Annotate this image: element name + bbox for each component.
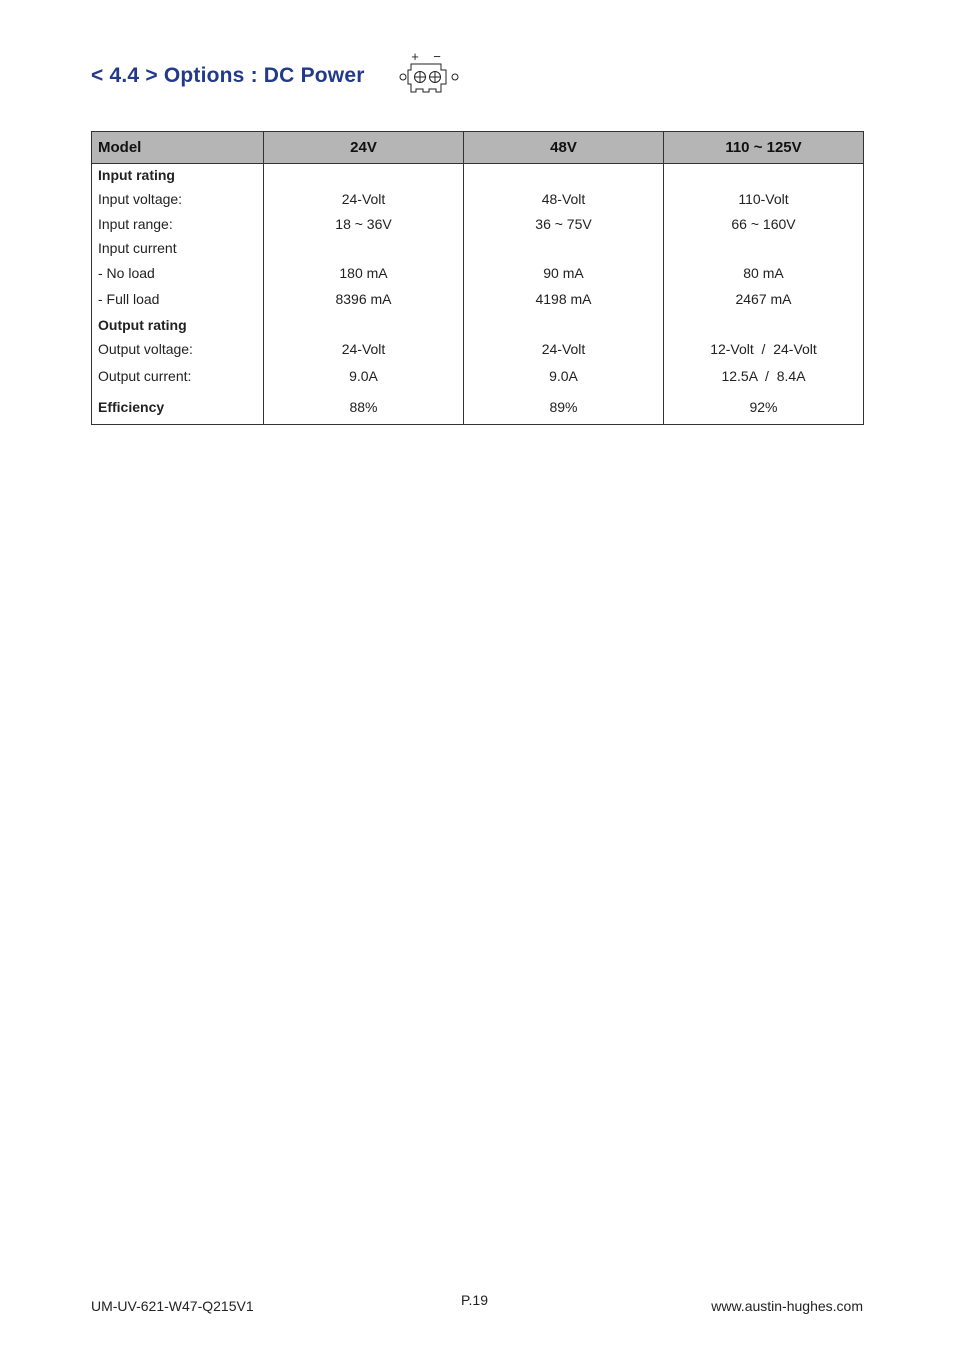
- document-code: UM-UV-621-W47-Q215V1: [91, 1298, 254, 1314]
- dc-power-spec-table: [91, 131, 864, 425]
- output-voltage-value: 12-Volt / 24-Volt: [710, 341, 817, 357]
- page-number: P.19: [461, 1292, 488, 1308]
- input-voltage-value: 48-Volt: [541, 191, 586, 207]
- page-title: < 4.4 > Options : DC Power: [91, 64, 365, 87]
- output-voltage-value: 24-Volt: [341, 341, 386, 357]
- input-voltage-value: 24-Volt: [341, 191, 386, 207]
- header-48v: 48V: [464, 132, 664, 164]
- full-load-value: 8396 mA: [335, 291, 392, 307]
- plus-sign: +: [411, 50, 419, 64]
- table-body-row: [92, 164, 864, 425]
- input-rating-heading: Input rating: [98, 167, 175, 183]
- efficiency-value: 92%: [749, 398, 778, 415]
- minus-sign: −: [433, 50, 441, 64]
- output-current-label: Output current:: [98, 367, 192, 384]
- efficiency-label: Efficiency: [98, 398, 165, 415]
- header-model: Model: [92, 132, 264, 164]
- header-24v: 24V: [264, 132, 464, 164]
- output-rating-heading: Output rating: [98, 317, 187, 333]
- input-current-label: Input current: [98, 240, 177, 256]
- output-current-value: 9.0A: [549, 367, 578, 384]
- no-load-label: - No load: [98, 264, 155, 281]
- input-voltage-value: 110-Volt: [738, 191, 789, 207]
- model-110v-column: [664, 164, 864, 425]
- input-range-value: 36 ~ 75V: [535, 215, 592, 232]
- output-current-value: 9.0A: [349, 367, 378, 384]
- input-voltage-label: Input voltage:: [98, 191, 183, 207]
- efficiency-value: 88%: [349, 398, 378, 415]
- no-load-value: 80 mA: [743, 264, 784, 281]
- output-voltage-value: 24-Volt: [541, 341, 586, 357]
- input-range-value: 66 ~ 160V: [731, 215, 796, 232]
- model-48v-column: [464, 164, 664, 425]
- no-load-value: 180 mA: [339, 264, 388, 281]
- label-column: [92, 164, 264, 425]
- output-current-value: 12.5A / 8.4A: [721, 367, 806, 384]
- output-voltage-label: Output voltage:: [98, 341, 193, 357]
- table-header-row: [92, 132, 864, 164]
- full-load-value: 4198 mA: [535, 291, 592, 307]
- input-range-label: Input range:: [98, 215, 173, 232]
- no-load-value: 90 mA: [543, 264, 584, 281]
- input-range-value: 18 ~ 36V: [335, 215, 392, 232]
- dc-terminal-icon: [396, 50, 460, 96]
- full-load-value: 2467 mA: [735, 291, 792, 307]
- full-load-label: - Full load: [98, 291, 160, 307]
- header-110v: 110 ~ 125V: [664, 132, 864, 164]
- website-text: www.austin-hughes.com: [711, 1298, 863, 1314]
- model-24v-column: [264, 164, 464, 425]
- efficiency-value: 89%: [549, 398, 578, 415]
